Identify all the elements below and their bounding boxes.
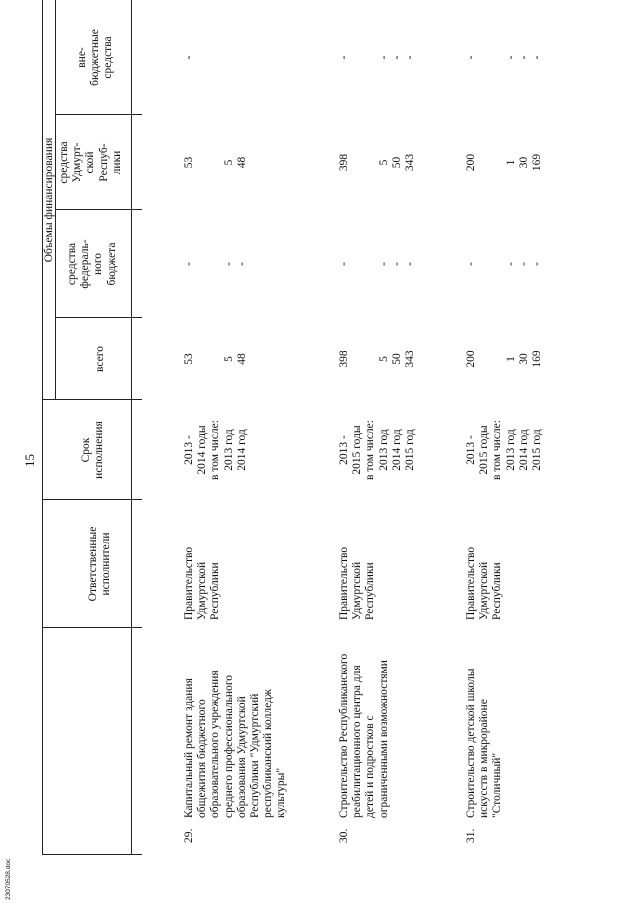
row-31-federal: - - - -: [465, 262, 544, 266]
row-31-responsible: Правительство Удмуртской Республики: [465, 546, 504, 620]
row-30-extrabudget: - - - -: [338, 55, 417, 60]
row-29-number: 29.: [183, 828, 195, 843]
row-31-republic: 200 1 30 169: [465, 153, 544, 172]
table-left-border: [42, 854, 142, 855]
row-30-total: 398 5 50 343: [338, 350, 417, 368]
header-responsible: Ответственные исполнители: [87, 526, 113, 602]
header-federal: средства федераль- ного бюджета: [66, 239, 118, 289]
row-31-term: 2013 - 2015 годы в том числе: 2013 год 2014 год 2015 год: [465, 420, 544, 480]
row-29-term: 2013 - 2014 годы в том числе: 2013 год 2014 год: [183, 420, 248, 480]
row-30-federal: - - - -: [338, 262, 417, 266]
row-30-number: 30.: [338, 828, 350, 843]
row-31-total: 200 1 30 169: [465, 350, 544, 368]
page-number: 15: [22, 454, 37, 467]
footer-doc-code: 23070528.doc: [5, 858, 12, 900]
row-31-name: Строительство детской школы искусств в микрорайоне "Столичный": [465, 668, 504, 818]
row-29-federal: - - -: [183, 262, 248, 266]
row-30-term: 2013 - 2015 годы в том числе: 2013 год 2014 год 2015 год: [338, 420, 417, 480]
header-bottom-border: [131, 0, 132, 855]
row-29-responsible: Правительство Удмуртской Республики: [183, 546, 222, 620]
header-total: всего: [94, 346, 106, 372]
row-30-responsible: Правительство Удмуртской Республики: [338, 546, 377, 620]
header-term: Срок исполнения: [80, 421, 106, 479]
header-funding-group: Объемы финансирования: [43, 137, 55, 263]
header-extrabudget: вне- бюджетные средства: [76, 29, 115, 86]
row-31-extrabudget: - - - -: [465, 55, 544, 60]
row-31-number: 31.: [465, 828, 477, 843]
row-29-total: 53 5 48: [183, 353, 248, 365]
row-29-name: Капитальный ремонт здания общежития бюджетного образовательного учреждения среднего профессионального образования Удмуртской Республики "Удмуртский республиканский колледж культуры": [183, 670, 288, 818]
header-republic: средства Удмурт- ской Респуб- лики: [58, 141, 123, 184]
row-30-name: Строительство Республиканского реабилитационного центра для детей и подростков с ограниченными возможностями: [338, 653, 390, 818]
row-29-republic: 53 5 48: [183, 156, 248, 169]
row-29-extrabudget: -: [183, 55, 195, 60]
row-30-republic: 398 5 50 343: [338, 153, 417, 172]
